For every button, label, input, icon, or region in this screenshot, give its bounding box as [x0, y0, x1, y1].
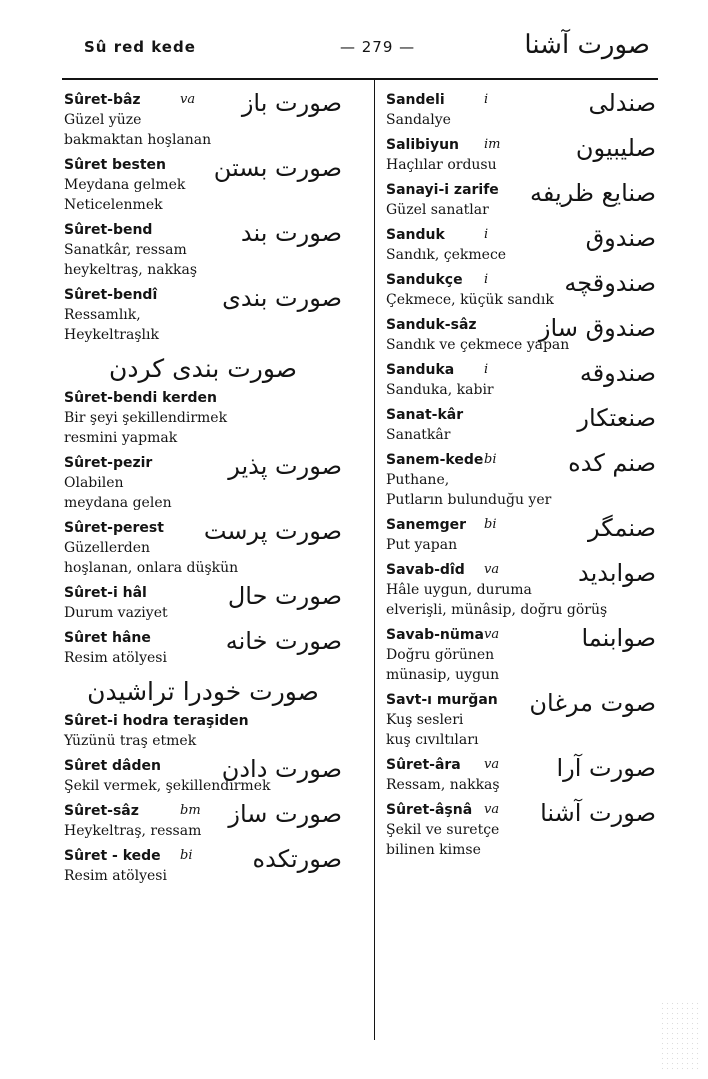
- left-column: [64, 90, 342, 891]
- headword: Sûret-i hâl: [64, 585, 147, 601]
- headword: Sandeli: [386, 92, 445, 108]
- origin-tag: va: [484, 627, 500, 642]
- origin-tag: im: [484, 137, 501, 152]
- dictionary-entry: [386, 405, 656, 445]
- headword: Sûret besten: [64, 157, 167, 173]
- dictionary-entry: [386, 360, 656, 400]
- page-number: — 279 —: [340, 38, 416, 56]
- definition-line: Sandalye: [386, 112, 451, 128]
- dictionary-entry: [386, 755, 656, 795]
- arabic-script: صليبيون: [575, 134, 656, 162]
- arabic-script: صورت پرست: [203, 517, 342, 545]
- definition-line: Puthane,: [386, 472, 450, 488]
- arabic-script: صورت دادن: [221, 755, 342, 783]
- origin-tag: bi: [484, 517, 497, 532]
- arabic-script: صوابديد: [578, 559, 656, 587]
- definition-line: heykeltraş, nakkaş: [64, 262, 198, 278]
- dictionary-entry: [386, 800, 656, 860]
- dictionary-entry: [64, 583, 342, 623]
- origin-tag: va: [180, 92, 196, 107]
- definition-line: Putların bulunduğu yer: [386, 492, 552, 508]
- definition-line: Sanduka, kabir: [386, 382, 494, 398]
- origin-tag: i: [484, 362, 489, 377]
- headword: Savab-dîd: [386, 562, 465, 578]
- dictionary-entry: [386, 180, 656, 220]
- headword: Sûret-bâz: [64, 92, 141, 108]
- definition-line: Güzellerden: [64, 540, 151, 556]
- arabic-script: صنمگر: [588, 514, 656, 542]
- dictionary-entry: [386, 450, 656, 510]
- headword: Sûret-âşnâ: [386, 802, 473, 818]
- headword: Sanduka: [386, 362, 455, 378]
- headword: Sûret-pezir: [64, 455, 153, 471]
- definition-line: Sandık, çekmece: [386, 247, 507, 263]
- arabic-script: صندوقچه: [564, 269, 656, 297]
- arabic-script: صورتكده: [252, 845, 342, 873]
- definition-line: Heykeltraşlık: [64, 327, 159, 343]
- dictionary-entry: [64, 711, 342, 751]
- dictionary-entry: [64, 801, 342, 841]
- definition-line: Meydana gelmek: [64, 177, 186, 193]
- origin-tag: bm: [180, 803, 201, 818]
- arabic-script: صندوق: [585, 224, 656, 252]
- origin-tag: i: [484, 272, 489, 287]
- headword: Savab-nüma: [386, 627, 484, 643]
- arabic-script: صنم كده: [568, 449, 656, 477]
- arabic-script: صوت مرغان: [529, 689, 656, 717]
- arabic-script: صورت باز: [241, 89, 342, 117]
- headword: Sûret-perest: [64, 520, 164, 536]
- definition-line: Resim atölyesi: [64, 650, 167, 666]
- dictionary-entry: [64, 453, 342, 513]
- definition-line: Kuş sesleri: [386, 712, 464, 728]
- dictionary-entry: [64, 285, 342, 345]
- origin-tag: bi: [484, 452, 497, 467]
- dictionary-entry: [386, 135, 656, 175]
- arabic-script: صنعتكار: [577, 404, 656, 432]
- arabic-phrase: صورت بندى كردن: [108, 354, 298, 383]
- headword: Sûret dâden: [64, 758, 161, 774]
- definition-line: Durum vaziyet: [64, 605, 168, 621]
- dictionary-entry: [64, 388, 342, 448]
- scan-noise: [660, 1001, 700, 1071]
- right-column: [386, 90, 656, 865]
- running-head: Sû red kede: [84, 38, 196, 56]
- headword: Sûret-sâz: [64, 803, 139, 819]
- definition-line: hoşlanan, onlara düşkün: [64, 560, 239, 576]
- arabic-script: صورت بند: [240, 219, 342, 247]
- arabic-script: صورت حال: [227, 582, 342, 610]
- definition-line: Haçlılar ordusu: [386, 157, 497, 173]
- column-divider: [374, 80, 375, 1040]
- arabic-script: صنايع ظريفه: [529, 179, 656, 207]
- definition-line: münasip, uygun: [386, 667, 500, 683]
- headword: Savt-ı murğan: [386, 692, 498, 708]
- definition-line: Sandık ve çekmece yapan: [386, 337, 570, 353]
- origin-tag: i: [484, 92, 489, 107]
- definition-line: Olabilen: [64, 475, 124, 491]
- dictionary-entry: [64, 90, 342, 150]
- definition-line: Çekmece, küçük sandık: [386, 292, 554, 308]
- running-head-arabic: صورت آشنا: [524, 30, 650, 60]
- arabic-script: صندوقه: [579, 359, 656, 387]
- headword: Sûret - kede: [64, 848, 161, 864]
- definition-line: Ressamlık,: [64, 307, 141, 323]
- header-rule: [62, 78, 658, 80]
- headword: Sûret-bendi kerden: [64, 390, 217, 406]
- arabic-script: صورت ساز: [228, 800, 342, 828]
- definition-line: bilinen kimse: [386, 842, 481, 858]
- definition-line: Ressam, nakkaş: [386, 777, 500, 793]
- origin-tag: va: [484, 802, 500, 817]
- definition-line: Resim atölyesi: [64, 868, 167, 884]
- origin-tag: i: [484, 227, 489, 242]
- definition-line: Şekil vermek, şekillendirmek: [64, 778, 271, 794]
- dictionary-entry: [64, 846, 342, 886]
- dictionary-entry: [386, 690, 656, 750]
- definition-line: Heykeltraş, ressam: [64, 823, 202, 839]
- headword: Sûret-âra: [386, 757, 461, 773]
- headword: Sanduk-sâz: [386, 317, 477, 333]
- definition-line: Sanatkâr, ressam: [64, 242, 187, 258]
- origin-tag: bi: [180, 848, 193, 863]
- headword: Sûret-bend: [64, 222, 153, 238]
- dictionary-entry: [386, 560, 656, 620]
- definition-line: Yüzünü traş etmek: [64, 733, 197, 749]
- arabic-script: صندلى: [588, 89, 656, 117]
- headword: Sanemger: [386, 517, 467, 533]
- dictionary-entry: [386, 270, 656, 310]
- definition-line: elverişli, münâsip, doğru görüş: [386, 602, 608, 618]
- definition-line: Bir şeyi şekillendirmek: [64, 410, 228, 426]
- dictionary-entry: [64, 518, 342, 578]
- arabic-script: صورت آشنا: [540, 799, 656, 827]
- definition-line: Hâle uygun, duruma: [386, 582, 532, 598]
- arabic-script: صندوق ساز: [538, 314, 656, 342]
- headword: Sûret-bendî: [64, 287, 158, 303]
- arabic-phrase: صورت خودرا تراشيدن: [87, 677, 319, 706]
- dictionary-entry: [64, 155, 342, 215]
- headword: Sandukçe: [386, 272, 463, 288]
- definition-line: Güzel sanatlar: [386, 202, 489, 218]
- origin-tag: va: [484, 562, 500, 577]
- definition-line: Doğru görünen: [386, 647, 495, 663]
- dictionary-entry: [386, 315, 656, 355]
- dictionary-entry: [386, 515, 656, 555]
- arabic-script: صورت بستن: [213, 154, 342, 182]
- definition-line: Put yapan: [386, 537, 458, 553]
- headword: Sanayi-i zarife: [386, 182, 499, 198]
- arabic-script: صورت بندى: [222, 284, 342, 312]
- dictionary-entry: [386, 225, 656, 265]
- origin-tag: va: [484, 757, 500, 772]
- dictionary-entry: [386, 625, 656, 685]
- definition-line: bakmaktan hoşlanan: [64, 132, 212, 148]
- definition-line: kuş cıvıltıları: [386, 732, 479, 748]
- dictionary-entry: [64, 220, 342, 280]
- headword: Sûret hâne: [64, 630, 151, 646]
- definition-line: meydana gelen: [64, 495, 172, 511]
- arabic-script: صوابنما: [581, 624, 656, 652]
- dictionary-entry: [64, 628, 342, 668]
- dictionary-entry: [64, 756, 342, 796]
- dictionary-entry: [386, 90, 656, 130]
- definition-line: Sanatkâr: [386, 427, 451, 443]
- arabic-script: صورت خانه: [225, 627, 342, 655]
- headword: Sûret-i hodra teraşiden: [64, 713, 249, 729]
- definition-line: Neticelenmek: [64, 197, 163, 213]
- headword: Salibiyun: [386, 137, 460, 153]
- definition-line: resmini yapmak: [64, 430, 178, 446]
- headword: Sanat-kâr: [386, 407, 464, 423]
- headword: Sanduk: [386, 227, 445, 243]
- headword: Sanem-kede: [386, 452, 484, 468]
- definition-line: Güzel yüze: [64, 112, 142, 128]
- arabic-script: صورت پذير: [228, 452, 342, 480]
- definition-line: Şekil ve suretçe: [386, 822, 500, 838]
- arabic-script: صورت آرا: [556, 754, 656, 782]
